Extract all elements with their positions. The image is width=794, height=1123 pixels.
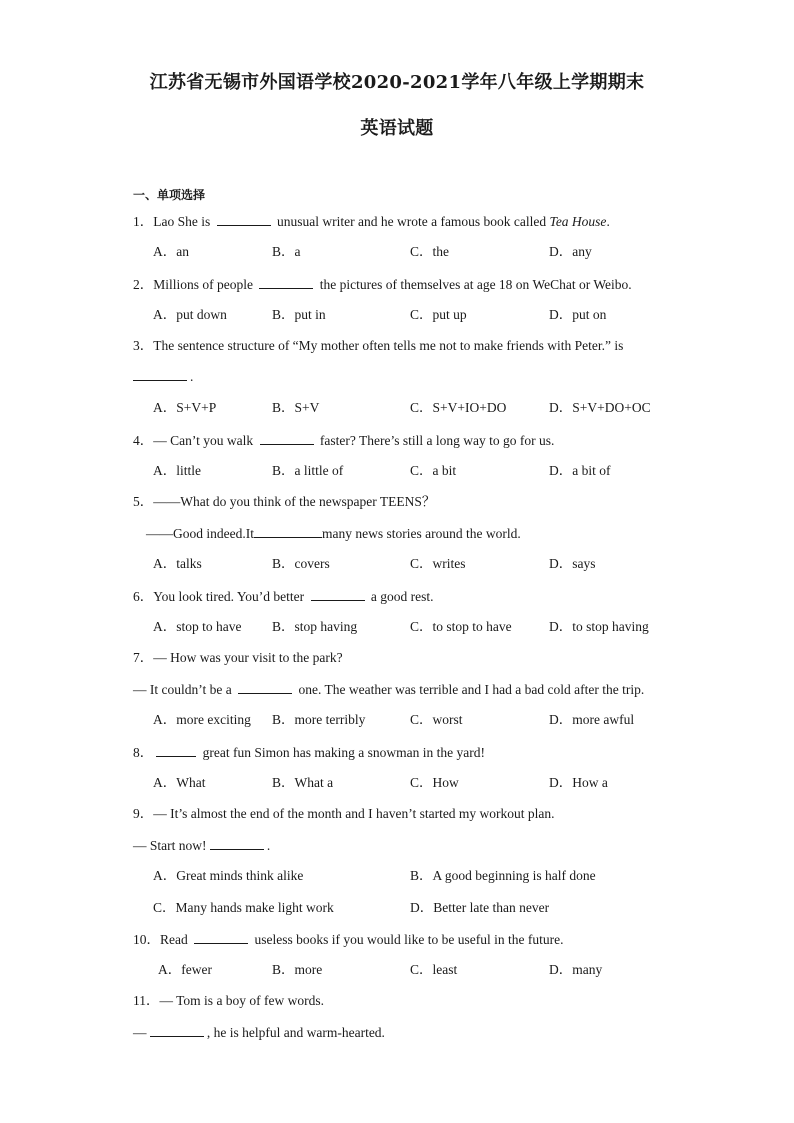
question-text: ——Good indeed.It [146, 526, 254, 541]
option-b: B．more terribly [272, 712, 366, 727]
option-d: D．to stop having [549, 619, 649, 634]
question-text: — [133, 1025, 150, 1040]
option-a: A．talks [153, 556, 202, 571]
option-a: A．Great minds think alike [153, 868, 304, 883]
option-c: C．least [410, 962, 458, 977]
answer-blank [217, 213, 271, 226]
answer-blank [150, 1024, 204, 1037]
question-text: . [266, 838, 271, 853]
question-10 [133, 931, 563, 948]
question-text: one. The weather was terrible and I had a bad cold after the trip. [295, 682, 645, 697]
option-b: B．A good beginning is half done [410, 868, 596, 883]
option-b: B．a little of [272, 463, 344, 478]
answer-blank [194, 931, 248, 944]
question-4 [133, 432, 554, 449]
option-c: C．worst [410, 712, 463, 727]
option-d: D．put on [549, 307, 607, 322]
question-8 [133, 744, 485, 761]
answer-blank [238, 681, 292, 694]
question-text: . [190, 369, 194, 384]
question-text: 8． [133, 745, 154, 760]
question-2 [133, 276, 632, 293]
option-a: A．put down [153, 307, 227, 322]
answer-blank [260, 432, 314, 445]
option-b: B．a [272, 244, 301, 259]
question-5: 5．——What do you think of the newspaper TEENS？ [133, 494, 436, 509]
question-3-continuation [133, 368, 193, 385]
option-d: D．Better late than never [410, 900, 550, 915]
option-a: A．What [153, 775, 206, 790]
section-heading: 一、单项选择 [133, 188, 206, 202]
option-a: A．more exciting [153, 712, 251, 727]
answer-blank [259, 276, 313, 289]
question-text: faster? There’s still a long way to go for us. [316, 433, 555, 448]
question-6 [133, 588, 434, 605]
question-text: many news stories around the world. [321, 526, 521, 541]
option-a: A．stop to have [153, 619, 242, 634]
question-text: great fun Simon has making a snowman in the yard! [199, 745, 485, 760]
option-a: A．an [153, 244, 189, 259]
question-7-reply [133, 681, 644, 698]
option-d: D．How a [549, 775, 608, 790]
question-9: 9．— It’s almost the end of the month and I haven’t started my workout plan. [133, 806, 555, 821]
question-text: 4．— Can’t you walk [133, 433, 257, 448]
option-d: D．a bit of [549, 463, 611, 478]
option-a: A．S+V+P [153, 400, 217, 415]
page-subtitle: 英语试题 [360, 118, 434, 139]
option-b: B．more [272, 962, 323, 977]
option-d: D．any [549, 244, 592, 259]
option-b: B．stop having [272, 619, 358, 634]
option-a: A．little [153, 463, 201, 478]
question-text: the pictures of themselves at age 18 on WeChat or Weibo. [316, 277, 632, 292]
option-c: C．a bit [410, 463, 457, 478]
option-b: B．What a [272, 775, 334, 790]
question-text: . [606, 214, 610, 229]
question-1 [133, 213, 610, 230]
option-d: D．more awful [549, 712, 635, 727]
option-d: D．S+V+DO+OC [549, 400, 651, 415]
option-c: C．writes [410, 556, 466, 571]
question-11-reply [133, 1024, 385, 1041]
option-c: C．the [410, 244, 449, 259]
question-3: 3．The sentence structure of “My mother often tells me not to make friends with Peter.” is [133, 338, 624, 353]
option-b: B．S+V [272, 400, 320, 415]
answer-blank [156, 744, 196, 757]
question-text: 6．You look tired. You’d better [133, 589, 308, 604]
option-c: C．to stop to have [410, 619, 512, 634]
option-c: C．S+V+IO+DO [410, 400, 507, 415]
answer-blank [133, 368, 187, 381]
question-text: 1．Lao She is [133, 214, 214, 229]
question-text: 10．Read [133, 932, 192, 947]
answer-blank [254, 525, 322, 538]
option-c: C．Many hands make light work [153, 900, 334, 915]
question-text: — It couldn’t be a [133, 682, 236, 697]
question-text: unusual writer and he wrote a famous book called [273, 214, 550, 229]
question-text: 2．Millions of people [133, 277, 257, 292]
question-9-reply [133, 837, 270, 854]
option-c: C．How [410, 775, 459, 790]
option-b: B．put in [272, 307, 326, 322]
question-text: useless books if you would like to be useful in the future. [251, 932, 564, 947]
option-c: C．put up [410, 307, 467, 322]
option-d: D．says [549, 556, 596, 571]
question-11: 11．— Tom is a boy of few words. [133, 993, 325, 1008]
book-title: Tea House [549, 214, 607, 229]
question-5-reply [146, 525, 521, 542]
question-text: , he is helpful and warm-hearted. [206, 1025, 385, 1040]
question-7: 7．— How was your visit to the park? [133, 650, 343, 665]
page-title: 江苏省无锡市外国语学校2020-2021学年八年级上学期期末 [149, 72, 645, 93]
question-text: — Start now! [133, 838, 210, 853]
answer-blank [210, 837, 264, 850]
answer-blank [311, 588, 365, 601]
option-d: D．many [549, 962, 603, 977]
option-b: B．covers [272, 556, 330, 571]
option-a: A．fewer [158, 962, 212, 977]
question-text: a good rest. [367, 589, 434, 604]
